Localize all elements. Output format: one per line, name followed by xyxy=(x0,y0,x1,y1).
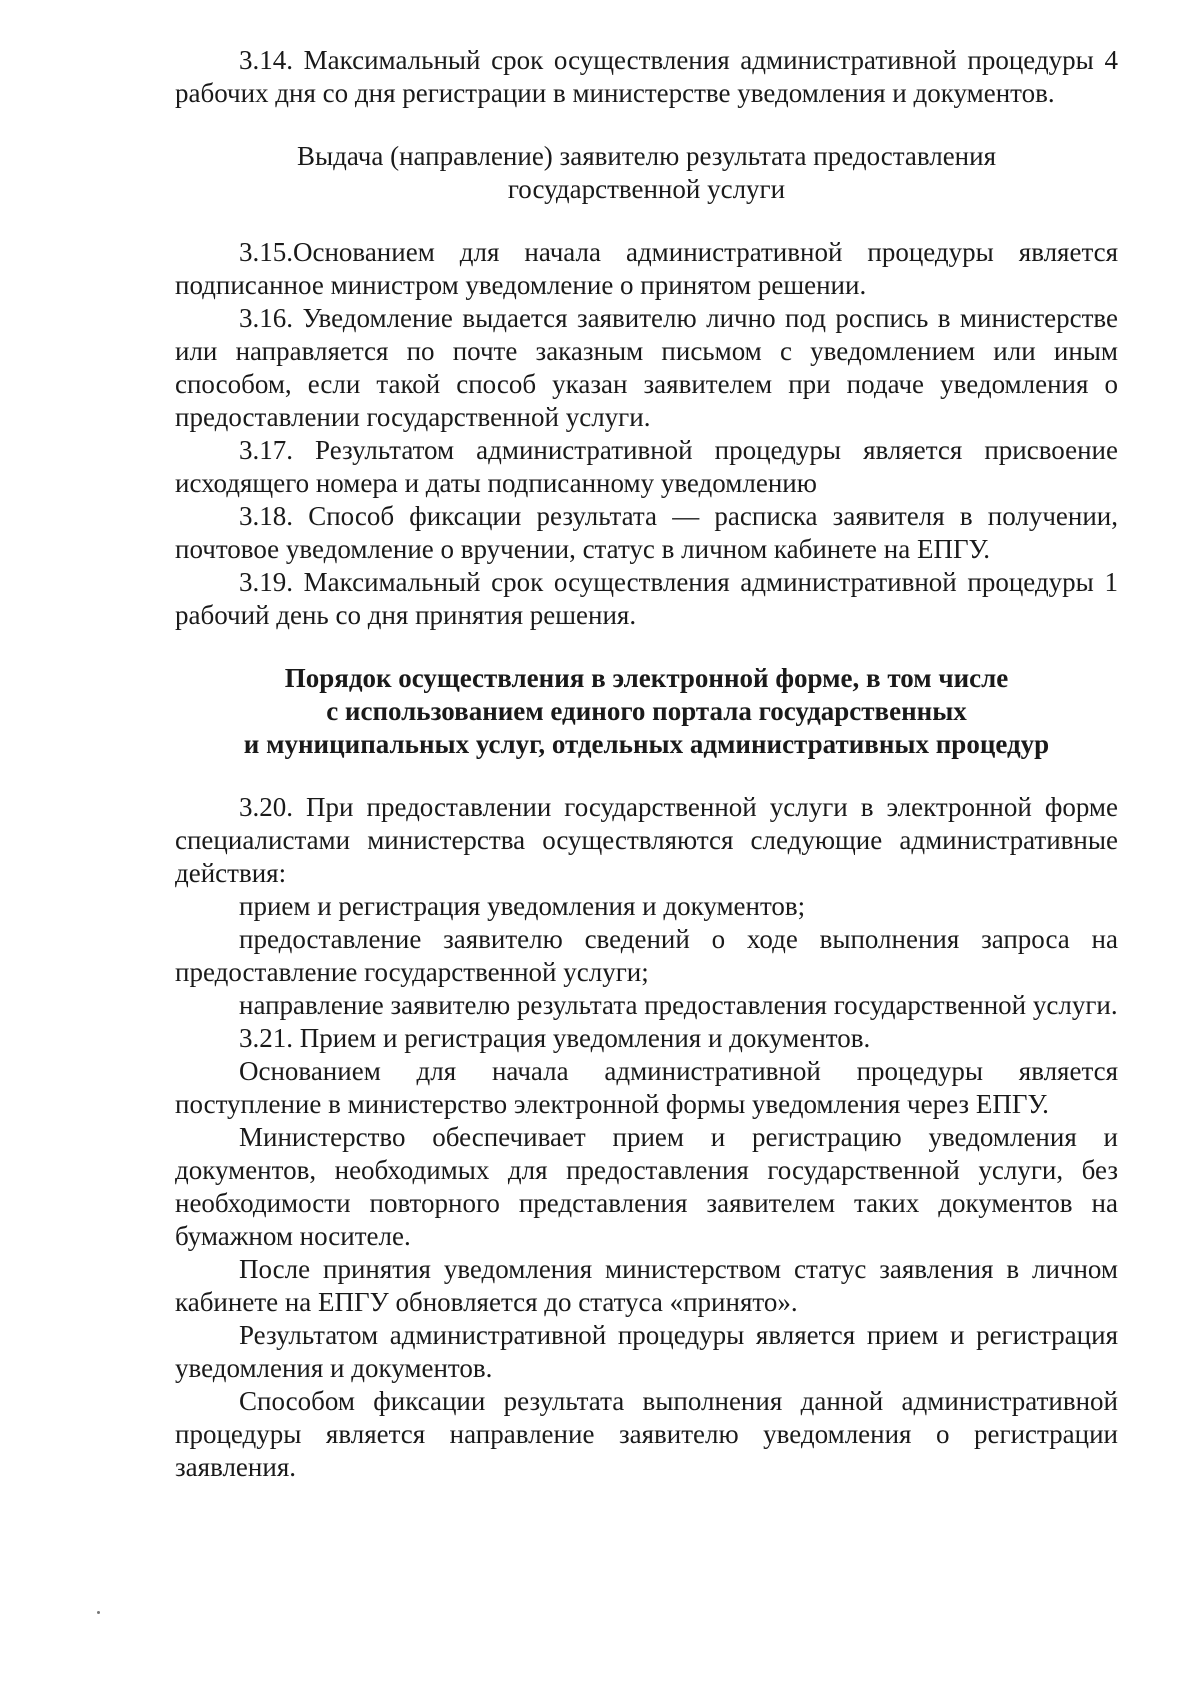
paragraph-3-18: 3.18. Способ фиксации результата — расписка заявителя в получении, почтовое уведомление о вручении, статус в личном кабинете на ЕПГУ. xyxy=(175,501,1118,564)
paragraph-status-update: После принятия уведомления министерством статус заявления в личном кабинете на ЕПГУ обновляется до статуса «принято». xyxy=(175,1254,1118,1317)
document-page xyxy=(175,44,1118,1484)
paragraph-3-19: 3.19. Максимальный срок осуществления административной процедуры 1 рабочий день со дня принятия решения. xyxy=(175,567,1118,630)
paragraph-result: Результатом административной процедуры является прием и регистрация уведомления и документов. xyxy=(175,1320,1118,1383)
section-heading-electronic-form xyxy=(175,662,1118,761)
list-item: предоставление заявителю сведений о ходе выполнения запроса на предоставление государственной услуги; xyxy=(175,924,1118,987)
paragraph-3-20: 3.20. При предоставлении государственной услуги в электронной форме специалистами министерства осуществляются следующие административные действия: xyxy=(175,792,1118,888)
heading-line: государственной услуги xyxy=(507,174,786,204)
paragraph-3-14: 3.14. Максимальный срок осуществления административной процедуры 4 рабочих дня со дня регистрации в министерстве уведомления и документов. xyxy=(175,45,1118,108)
heading-line: и муниципальных услуг, отдельных административных процедур xyxy=(243,729,1050,759)
paragraph-3-21: 3.21. Прием и регистрация уведомления и документов. xyxy=(239,1023,871,1053)
paragraph-3-15: 3.15.Основанием для начала административной процедуры является подписанное министром уведомление о принятом решении. xyxy=(175,237,1118,300)
paragraph-ministry-ensures: Министерство обеспечивает прием и регистрацию уведомления и документов, необходимых для предоставления государственной услуги, без необходимости повторного представления заявителем таких документов на бумажном носителе. xyxy=(175,1122,1118,1251)
heading-line: с использованием единого портала государственных xyxy=(326,696,967,726)
scan-speck xyxy=(97,1611,100,1614)
heading-line: Выдача (направление) заявителю результата предоставления xyxy=(296,141,997,171)
heading-line: Порядок осуществления в электронной форме, в том числе xyxy=(284,663,1009,693)
section-heading-issuance xyxy=(175,140,1118,206)
paragraph-fixation-method: Способом фиксации результата выполнения данной административной процедуры является направление заявителю уведомления о регистрации заявления. xyxy=(175,1386,1118,1482)
paragraph-basis: Основанием для начала административной процедуры является поступление в министерство электронной формы уведомления через ЕПГУ. xyxy=(175,1056,1118,1119)
list-item: направление заявителю результата предоставления государственной услуги. xyxy=(239,990,1118,1020)
paragraph-3-17: 3.17. Результатом административной процедуры является присвоение исходящего номера и даты подписанному уведомлению xyxy=(175,435,1118,498)
list-item: прием и регистрация уведомления и документов; xyxy=(239,891,806,921)
paragraph-3-16: 3.16. Уведомление выдается заявителю лично под роспись в министерстве или направляется по почте заказным письмом с уведомлением или иным способом, если такой способ указан заявителем при подаче уведомления о предоставлении государственной услуги. xyxy=(175,303,1118,432)
